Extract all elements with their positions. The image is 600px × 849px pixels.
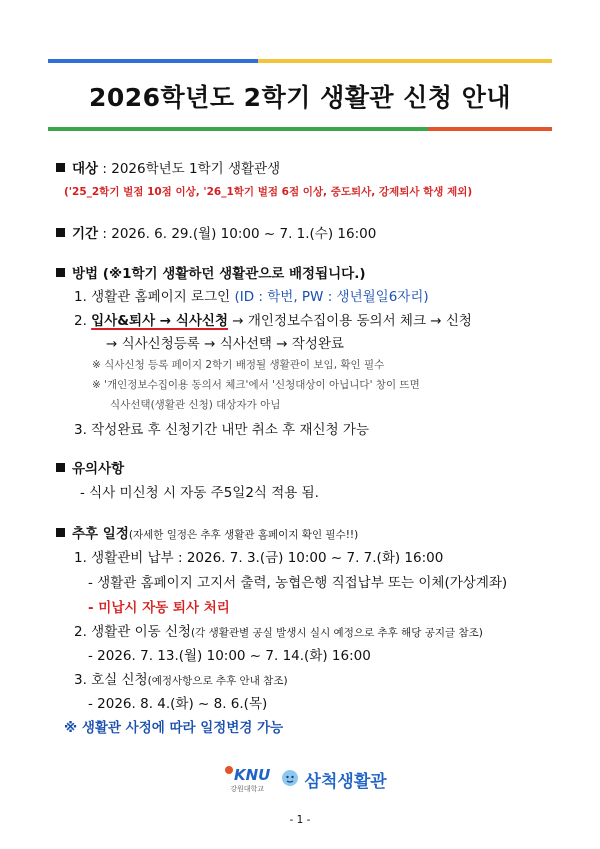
schedule-item1-warning: - 미납시 자동 퇴사 처리 — [88, 600, 230, 616]
logo: KNU 강원대학교 삼척생활관 — [224, 765, 387, 794]
schedule-item3: 3. 호실 신청(예정사항으로 추후 안내 참조) — [74, 672, 288, 688]
notice-heading: 유의사항 — [56, 457, 124, 477]
method-note2: ※ '개인정보수집이용 동의서 체크'에서 '신청대상이 아닙니다' 창이 뜨면 — [92, 379, 420, 391]
knu-mark-icon — [224, 765, 234, 775]
method-step2-cont: → 식사신청등록 → 식사선택 → 작성완료 — [106, 336, 344, 352]
schedule-item2-date: - 2026. 7. 13.(월) 10:00 ~ 7. 14.(화) 16:00 — [88, 648, 371, 664]
method-step1: 1. 생활관 홈페이지 로그인 (ID : 학번, PW : 생년월일6자리) — [74, 289, 429, 305]
schedule-item1: 1. 생활관비 납부 : 2026. 7. 3.(금) 10:00 ~ 7. 7.(화) 16:00 — [74, 550, 444, 566]
knu-logo: KNU 강원대학교 — [224, 765, 270, 794]
schedule-footer-note: ※ 생활관 사정에 따라 일정변경 가능 — [64, 720, 284, 736]
step2-highlight: 입사&퇴사 → 식사신청 — [91, 313, 228, 329]
dorm-mascot-icon — [281, 769, 299, 791]
schedule-item2: 2. 생활관 이동 신청(각 생활관별 공실 발생시 실시 예정으로 추후 해당 공지글 참조) — [74, 624, 483, 640]
bullet-square-icon — [56, 463, 65, 472]
target-row: 대상 : 2026학년도 1학기 생활관생 — [56, 157, 280, 177]
period-row: 기간 : 2026. 6. 29.(월) 10:00 ~ 7. 1.(수) 16:00 — [56, 222, 376, 242]
bullet-square-icon — [56, 228, 65, 237]
page-number: - 1 - — [289, 814, 311, 826]
method-note2-cont: 식사선택(생활관 신청) 대상자가 아님 — [110, 399, 281, 411]
method-step3: 3. 작성완료 후 신청기간 내만 취소 후 재신청 가능 — [74, 422, 369, 438]
method-step2: 2. 입사&퇴사 → 식사신청 → 개인정보수집이용 동의서 체크 → 신청 — [74, 313, 472, 329]
login-info: (ID : 학번, PW : 생년월일6자리) — [234, 289, 429, 305]
notice-text: - 식사 미신청 시 자동 주5일2식 적용 됨. — [80, 485, 319, 501]
page-title: 2026학년도 2학기 생활관 신청 안내 — [88, 83, 512, 112]
schedule-heading: 추후 일정(자세한 일정은 추후 생활관 홈페이지 확인 필수!!) — [56, 522, 358, 542]
bullet-square-icon — [56, 163, 65, 172]
bottom-color-bar — [48, 127, 552, 131]
schedule-item3-date: - 2026. 8. 4.(화) ~ 8. 6.(목) — [88, 696, 268, 712]
bullet-square-icon — [56, 268, 65, 277]
target-exclusion: ('25_2학기 벌점 10점 이상, '26_1학기 벌점 6점 이상, 중도퇴사, 강제퇴사 학생 제외) — [64, 186, 473, 198]
bullet-square-icon — [56, 528, 65, 537]
top-color-bar — [48, 59, 552, 63]
method-note1: ※ 식사신청 등록 페이지 2학기 배정될 생활관이 보임, 확인 필수 — [92, 359, 385, 371]
method-heading: 방법 (※1학기 생활하던 생활관으로 배정됩니다.) — [56, 262, 366, 282]
schedule-item1-sub: - 생활관 홈페이지 고지서 출력, 농협은행 직접납부 또는 이체(가상계좌) — [88, 575, 508, 591]
